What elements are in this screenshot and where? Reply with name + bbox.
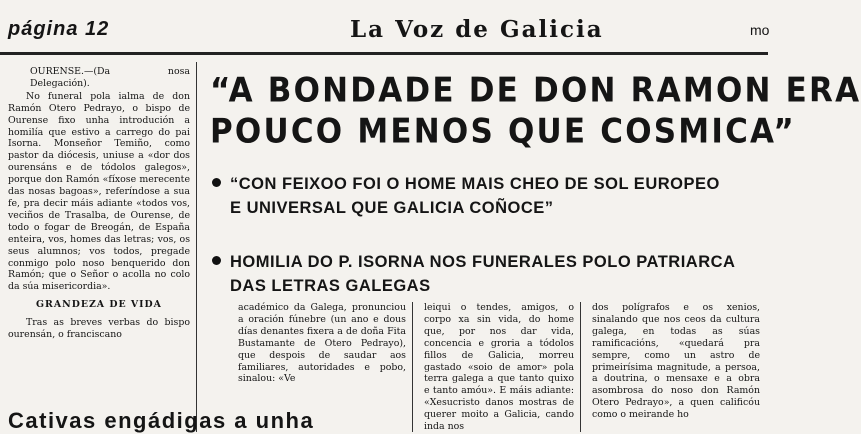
newspaper-masthead: La Voz de Galicia xyxy=(350,16,604,43)
headline-bullet xyxy=(212,250,772,298)
main-headline xyxy=(210,70,861,152)
article-paragraph: No funeral pola ialma de don Ramón Otero Pedrayo, o bispo de Ourense fixo unha introdución a homilía que estivo a carrego do pai Isorna. Monseñor Temiño, como pastor da diócesis, uniuse a «dor dos ourensáns e de tódolos galegos», porque don Ramón «fíxose merecente das nosas bagoas», referíndose a sua fe, pra decir máis adiante «todos vos, veciños de Trasalba, de Ourense, de todo o fogar de Breogán, de España enteira, vos, homes das letras; vos, os seus alumnos; vos todos, pregade conmigo polo noso benquerido don Ramón; que o Señor o acolla no colo da súa misericordia». xyxy=(8,90,190,293)
column-divider xyxy=(580,302,581,432)
column-divider xyxy=(412,302,413,432)
article-subheading: GRANDEZA DE VIDA xyxy=(36,299,162,311)
article-column: académico da Galega, pronunciou a oración fúnebre (un ano e dous días denantes fixera a de doña Fita Bustamante de Otero Pedrayo), que despois de saudar aos familiares, autoridades e pobo, sinalou: «Ve xyxy=(238,302,406,385)
column-divider xyxy=(196,62,197,432)
dateline: OURENSE.—(Da nosa Delegación). xyxy=(30,66,190,89)
date-fragment: mo xyxy=(750,22,770,38)
article-paragraph: Tras as breves verbas do bispo ourensán, o franciscano xyxy=(8,317,190,341)
page-number-label: página 12 xyxy=(8,18,110,40)
secondary-headline: Cativas engádigas a unha xyxy=(8,408,315,433)
headline-line: “A BONDADE DE DON RAMON ERA xyxy=(210,71,861,110)
bullet-text: “CON FEIXOO FOI O HOME MAIS CHEO DE SOL EUROPEO xyxy=(230,175,720,193)
article-column: leiqui o tendes, amigos, o corpo xa sin vida, do home que, por nos dar vida, concencia e groria a tódolos fillos de Galicia, morreu gastado «soio de amor» pola terra galega a que tanto quixo e tanto amóu». E máis adiante: «Xesucristo danos mostras de querer moito a Galicia, cando inda nos xyxy=(424,302,574,433)
bullet-dot-icon xyxy=(212,256,221,265)
headline-bullet xyxy=(212,172,772,220)
left-column-article xyxy=(8,66,190,342)
bullet-dot-icon xyxy=(212,178,221,187)
headline-line: POUCO MENOS QUE COSMICA” xyxy=(210,112,796,151)
bullet-text: DAS LETRAS GALEGAS xyxy=(230,277,431,295)
article-column: dos polígrafos e os xenios, sinalando que nos ceos da cultura galega, en todas as súas ramificacións, «quedará pra sempre, como un astro de primeirísima magnitude, a persoa, a doutrina, o mensaxe e a obra asombrosa do noso don Ramón Otero Pedrayo», a quen calificóu como o meirande ho xyxy=(592,302,760,421)
bullet-text: E UNIVERSAL QUE GALICIA COÑOCE” xyxy=(230,199,554,217)
bullet-text: HOMILIA DO P. ISORNA NOS FUNERALES POLO PATRIARCA xyxy=(230,253,736,271)
header-rule xyxy=(0,52,768,55)
